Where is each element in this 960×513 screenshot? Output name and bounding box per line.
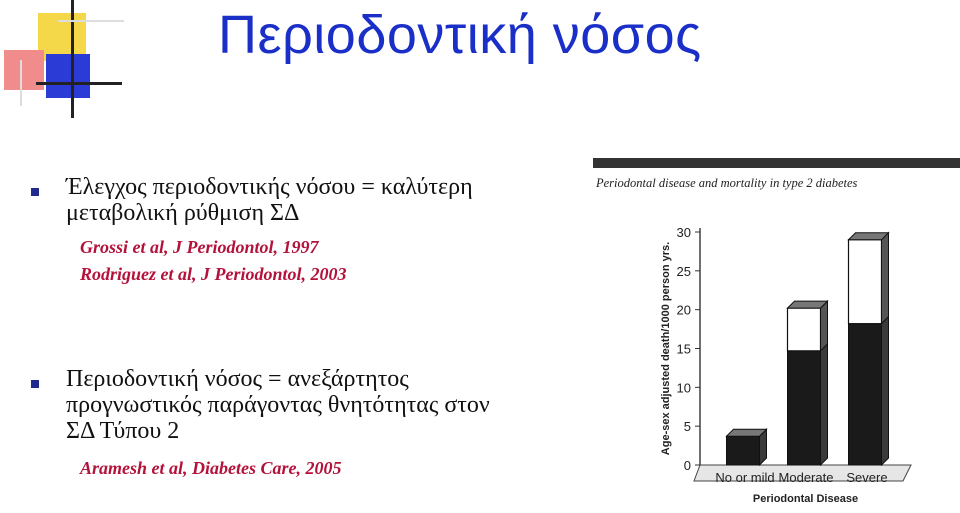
bar-upper-side: [882, 233, 889, 324]
x-tick-label: Moderate: [778, 470, 834, 485]
bar-lower-segment: [849, 324, 882, 465]
page-title: Περιοδοντική νόσος: [218, 5, 702, 65]
y-tick-label: 0: [683, 458, 691, 473]
x-tick-label: No or mild: [715, 470, 775, 485]
y-tick-label: 10: [676, 380, 691, 396]
reference-grossi: Grossi et al, J Periodontol, 1997: [80, 237, 319, 257]
bar-top: [788, 301, 828, 308]
x-axis-label: Periodontal Disease: [752, 493, 859, 505]
bar-upper-segment: [788, 308, 821, 351]
bar-top: [727, 429, 767, 436]
y-tick-label: 30: [676, 225, 691, 240]
chart-title: Periodontal disease and mortality in type 2 diabetes: [596, 176, 858, 190]
y-tick-label: 20: [676, 302, 691, 318]
bar-lower-side: [821, 344, 828, 465]
bullet-1-line-1: Έλεγχος περιοδοντικής νόσου = καλύτερη: [66, 174, 473, 200]
bullet-2-line-3: ΣΔ Τύπου 2: [66, 418, 180, 444]
bullet-2-line-2: προγνωστικός παράγοντας θνητότητας στον: [66, 392, 490, 418]
bullet-2-line-1: Περιοδοντική νόσος = ανεξάρτητος: [66, 366, 409, 392]
mortality-chart: [593, 158, 960, 513]
decorative-logo: [0, 0, 140, 125]
x-tick-label: Severe: [846, 470, 888, 485]
y-tick-label: 25: [676, 263, 691, 279]
y-tick-label: 5: [683, 419, 691, 435]
bullet-text-2: [66, 366, 490, 444]
bar-upper-side: [821, 301, 828, 351]
bar-upper-segment: [849, 240, 882, 324]
y-axis-label: Age-sex adjusted death/1000 person yrs.: [660, 241, 672, 456]
bar-lower-side: [882, 317, 889, 465]
bullet-marker: [31, 380, 39, 388]
bullet-text-1: [66, 174, 473, 226]
bar-lower-segment: [727, 436, 760, 465]
bar-lower-segment: [788, 351, 821, 465]
reference-aramesh: Aramesh et al, Diabetes Care, 2005: [80, 458, 342, 478]
bar-top: [849, 233, 889, 240]
chart-svg: [593, 158, 960, 513]
bullet-marker: [31, 188, 39, 196]
y-tick-label: 15: [676, 341, 691, 357]
reference-rodriguez: Rodriguez et al, J Periodontol, 2003: [80, 264, 347, 284]
bullet-1-line-2: μεταβολική ρύθμιση ΣΔ: [66, 200, 300, 226]
